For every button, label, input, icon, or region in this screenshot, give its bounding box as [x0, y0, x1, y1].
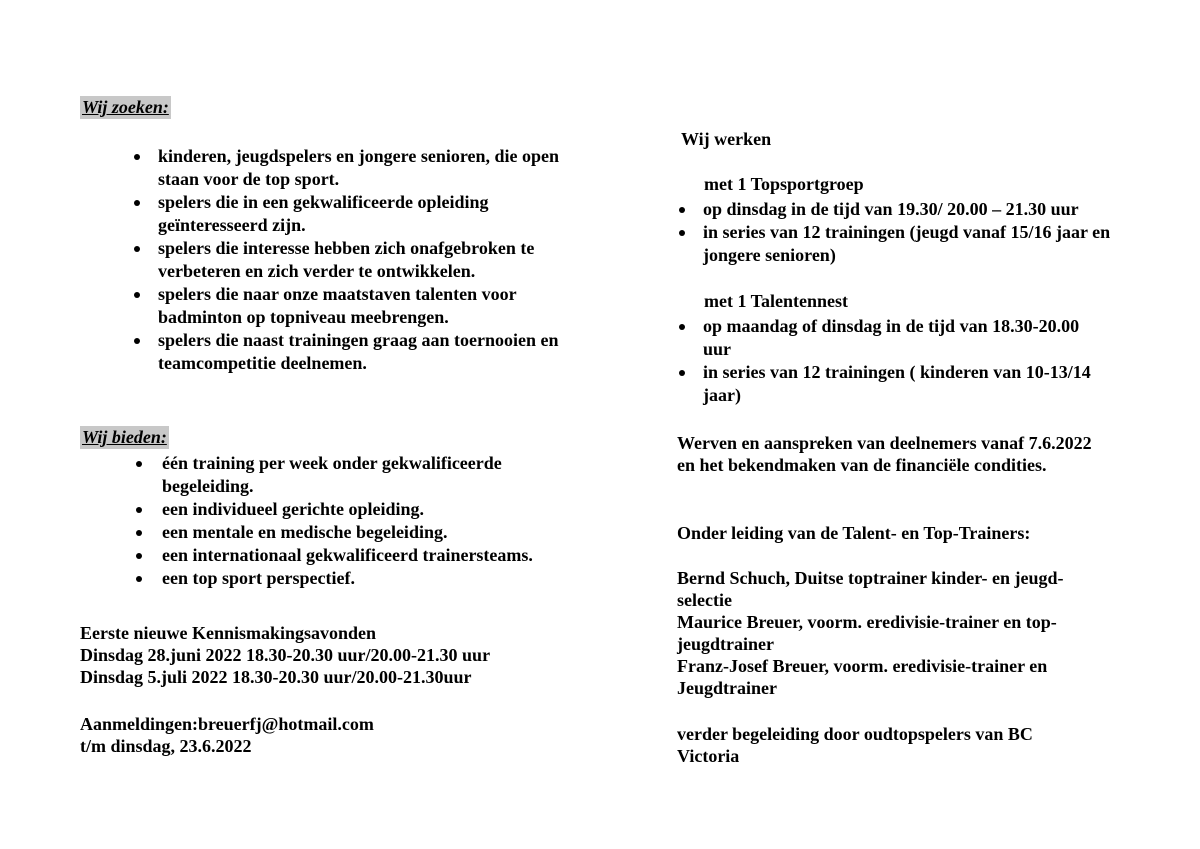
aanmelding-email: Aanmeldingen:breuerfj@hotmail.com	[80, 714, 374, 734]
section-heading-zoeken	[80, 96, 171, 119]
aanmelding-block	[80, 713, 374, 757]
list-talent	[703, 315, 1093, 407]
list-item: spelers die in een gekwalificeerde opleiding geïnteresseerd zijn.	[158, 191, 578, 237]
aanmelding-deadline: t/m dinsdag, 23.6.2022	[80, 736, 252, 756]
list-wij-zoeken	[158, 145, 578, 375]
kennismaking-date-1: Dinsdag 28.juni 2022 18.30-20.30 uur/20.00-21.30 uur	[80, 645, 491, 665]
list-item: in series van 12 trainingen ( kinderen van 10-13/14 jaar)	[703, 361, 1093, 407]
leiding-paragraph: Onder leiding van de Talent- en Top-Trainers:	[677, 523, 1031, 543]
kennismaking-date-2: Dinsdag 5.juli 2022 18.30-20.30 uur/20.00-21.30uur	[80, 667, 472, 687]
list-item: op dinsdag in de tijd van 19.30/ 20.00 – 21.30 uur	[703, 198, 1123, 221]
kennismaking-block	[80, 622, 490, 688]
list-item: één training per week onder gekwalificeerde begeleiding.	[162, 452, 562, 498]
list-item: kinderen, jeugdspelers en jongere senioren, die open staan voor de top sport.	[158, 145, 578, 191]
trainers-block	[677, 567, 1107, 699]
topsport-title: met 1 Topsportgroep	[704, 174, 864, 194]
list-item: in series van 12 trainingen (jeugd vanaf 15/16 jaar en jongere senioren)	[703, 221, 1123, 267]
list-item: een internationaal gekwalificeerd trainersteams.	[162, 544, 562, 567]
list-topsport	[703, 198, 1123, 267]
list-item: spelers die naar onze maatstaven talenten voor badminton op topniveau meebrengen.	[158, 283, 578, 329]
trainer-entry: Maurice Breuer, voorm. eredivisie-trainer en top-jeugdtrainer	[677, 612, 1057, 654]
heading-wij-bieden: Wij bieden:	[82, 427, 167, 447]
list-item: op maandag of dinsdag in de tijd van 18.30-20.00 uur	[703, 315, 1093, 361]
list-item: een top sport perspectief.	[162, 567, 562, 590]
section-heading-bieden	[80, 426, 169, 449]
kennismaking-title: Eerste nieuwe Kennismakingsavonden	[80, 623, 377, 643]
trainer-entry: Franz-Josef Breuer, voorm. eredivisie-trainer en Jeugdtrainer	[677, 656, 1048, 698]
trainer-entry: Bernd Schuch, Duitse toptrainer kinder- en jeugd-selectie	[677, 568, 1064, 610]
talent-title: met 1 Talentennest	[704, 291, 848, 311]
list-item: spelers die interesse hebben zich onafgebroken te verbeteren en zich verder te ontwikkelen.	[158, 237, 578, 283]
heading-wij-zoeken: Wij zoeken:	[82, 97, 169, 117]
intro-wij-werken: Wij werken	[681, 129, 772, 149]
verder-paragraph: verder begeleiding door oudtopspelers van BC Victoria	[677, 724, 1033, 766]
list-wij-bieden	[162, 452, 562, 590]
list-item: een mentale en medische begeleiding.	[162, 521, 562, 544]
werven-paragraph: Werven en aanspreken van deelnemers vanaf 7.6.2022 en het bekendmaken van de financiële condities.	[677, 433, 1092, 475]
list-item: een individueel gerichte opleiding.	[162, 498, 562, 521]
list-item: spelers die naast trainingen graag aan toernooien en teamcompetitie deelnemen.	[158, 329, 578, 375]
